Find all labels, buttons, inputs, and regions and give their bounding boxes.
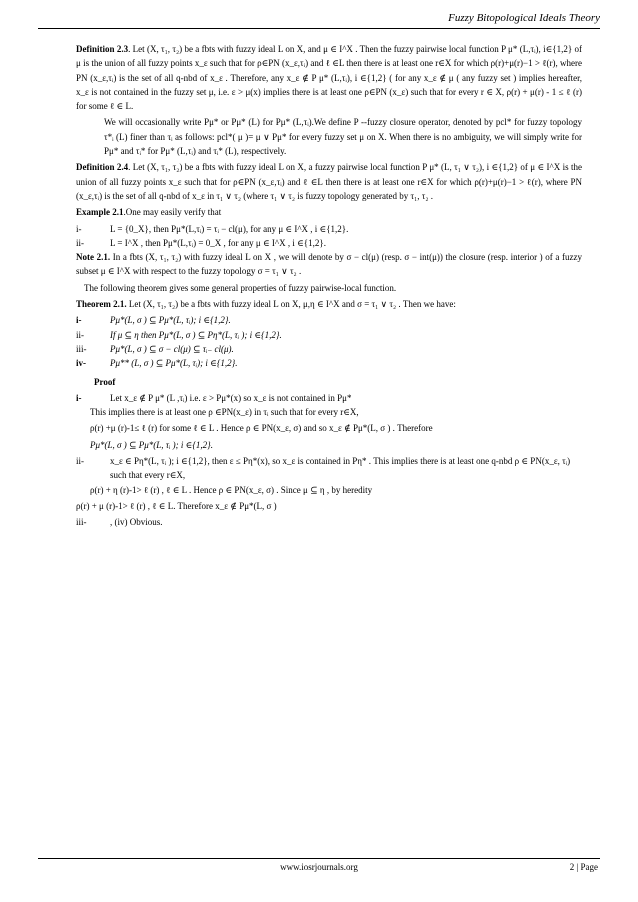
definition-number: 2.3 bbox=[116, 44, 129, 54]
proof-step-iii bbox=[76, 515, 582, 529]
theorem-item bbox=[76, 313, 582, 327]
proof-step-label: i- bbox=[76, 392, 82, 403]
proof-line: Pμ*(L, σ ) ⊆ Pμ*(L, τᵢ ); i ∈{1,2}. bbox=[90, 439, 214, 450]
example-2-1 bbox=[76, 205, 582, 219]
theorem-2-1 bbox=[76, 297, 582, 311]
proof-step-i bbox=[76, 391, 582, 405]
theorem-text: Let (X, τ₁, τ₂) be a fbts with fuzzy ideal L on X, μ,η ∈ I^X and σ = τ₁ ∨ τ₂ . Then we have: bbox=[126, 299, 456, 310]
theorem-item-text: Pμ*(L, σ ) ⊆ σ − cl(μ) ⊆ τᵢ₋ cl(μ). bbox=[110, 343, 234, 354]
proof-label: Proof bbox=[94, 376, 116, 387]
definition-label: Definition bbox=[76, 162, 115, 173]
theorem-number: 2.1. bbox=[113, 299, 127, 310]
theorem-item-label: ii- bbox=[76, 329, 84, 340]
definition-2-3 bbox=[76, 42, 582, 113]
example-item-label: ii- bbox=[76, 237, 84, 248]
theorem-item bbox=[76, 342, 582, 356]
definition-number: 2.4 bbox=[116, 162, 129, 173]
definition-2-3-continuation: We will occasionally write Pμ* or Pμ* (L) for Pμ* (L,τᵢ).We define P --fuzzy closure operator, denoted by pcl* for fuzzy topology τ*ᵢ (L) finer than τᵢ as follows: pcl*( μ )= μ ∨ Pμ* for every fuzzy set μ on X. When there is no ambiguity, we will simply write for Pμ* and τᵢ* for Pμ* (L,τᵢ) and τᵢ* (L), respectively. bbox=[104, 117, 582, 157]
note-text: In a fbts (X, τ₁, τ₂) with fuzzy ideal L on X , we will denote by σ − cl(μ) (resp. σ − int(μ)) the closure (resp. interior ) of a fuzzy subset μ ∈ I^X with respect to the fuzzy topology σ = τ₁ ∨ τ₂ . bbox=[76, 252, 582, 277]
definition-label: Definition bbox=[76, 44, 115, 54]
theorem-intro-paragraph: The following theorem gives some general properties of fuzzy pairwise-local function. bbox=[84, 282, 397, 293]
footer-page-number: 2 | Page bbox=[569, 862, 598, 872]
theorem-item-text: Pμ*(L, σ ) ⊆ Pμ*(L, τᵢ); i ∈{1,2}. bbox=[110, 315, 231, 326]
definition-2-4 bbox=[76, 160, 582, 203]
proof-step-text: , (iv) Obvious. bbox=[110, 517, 163, 528]
theorem-item-text: If μ ⊆ η then Pμ*(L, σ ) ⊆ Pη*(L, τᵢ ); i ∈{1,2}. bbox=[110, 329, 282, 340]
example-item bbox=[76, 236, 582, 250]
theorem-item-label: i- bbox=[76, 315, 82, 326]
definition-text: . Let (X, τ₁, τ₂) be a fbts with fuzzy ideal L on X, a fuzzy pairwise local function P μ* (L, τ₁ ∨ τ₂), i ∈{1,2} of μ ∈ I^X is the union of all fuzzy points x_ε such that for ρ∈PN (x_ε,τᵢ) and ℓ ∈L then there is at least one r∈X for which ρ(r)+μ(r)−1 > ℓ(r), where PN (x_ε,τᵢ) is the set of all q-nbd of x_ε in τ₁ ∨ τ₂ (where τ₁ ∨ τ₂ is fuzzy topology generated by τ₁, τ₂ . bbox=[76, 162, 582, 201]
page-body bbox=[76, 42, 582, 530]
definition-text: . Let (X, τ₁, τ₂) be a fbts with fuzzy ideal L on X, and μ ∈ I^X . Then the fuzzy pairwise local function P μ* (L,τᵢ), i∈{1,2} of μ is the union of all fuzzy points x_ε such that for ρ∈PN (x_ε,τᵢ) and ℓ ∈L then there is at least one r∈X for which ρ(r)+μ(r)−1 > ℓ(r), where PN (x_ε,τᵢ) is the set of all q-nbd of x_ε . Therefore, any x_ε ∉ P μ* (L,τᵢ), i ∈{1,2} ( for any x_ε ∉ μ ( any fuzzy set ) implies hereafter, x_ε is not contained in the fuzzy set μ, i.e. ε > μ(x) implies there is at least one ρ∈PN (x_ε) such that for every r ∈ X, ρ(r) + μ(r) - 1 ≤ ℓ (r) for some ℓ ∈ L. bbox=[76, 44, 582, 112]
header-rule bbox=[38, 28, 600, 29]
example-intro: .One may easily verify that bbox=[123, 207, 222, 218]
proof-line: ρ(r) + η (r)-1> ℓ (r) , ℓ ∈ L . Hence ρ ∈ PN(x_ε, σ) . Since μ ⊆ η , by heredity bbox=[90, 484, 373, 495]
theorem-item-label: iv- bbox=[76, 358, 86, 369]
proof-step-label: ii- bbox=[76, 456, 84, 467]
footer-url: www.iosrjournals.org bbox=[280, 862, 358, 872]
note-2-1 bbox=[76, 250, 582, 279]
example-item-text: L = I^X , then Pμ*(L,τᵢ) = 0_X , for any μ ∈ I^X , i ∈{1,2}. bbox=[110, 237, 326, 248]
example-item-text: L = {0_X}, then Pμ*(L,τᵢ) = τᵢ − cl(μ), for any μ ∈ I^X , i ∈{1,2}. bbox=[110, 223, 349, 234]
theorem-item bbox=[76, 328, 582, 342]
proof-step-text: Let x_ε ∉ P μ* (L ,τᵢ) i.e. ε > Pμ*(x) so x_ε is not contained in Pμ* bbox=[110, 392, 352, 403]
theorem-item bbox=[76, 356, 582, 370]
example-item-label: i- bbox=[76, 223, 82, 234]
theorem-label: Theorem bbox=[76, 299, 111, 310]
proof-line: ρ(r) +μ (r)-1≤ ℓ (r) for some ℓ ∈ L . Hence ρ ∈ PN(x_ε, σ) and so x_ε ∉ Pμ*(L, σ ) . Therefore bbox=[90, 423, 433, 434]
theorem-item-text: Pμ** (L, σ ) ⊆ Pμ*(L, τᵢ); i ∈{1,2}. bbox=[110, 358, 238, 369]
theorem-item-label: iii- bbox=[76, 343, 87, 354]
proof-step-label: iii- bbox=[76, 517, 87, 528]
proof-step-text: x_ε ∈ Pη*(L, τᵢ ); i ∈{1,2}, then ε ≤ Pη*(x), so x_ε is contained in Pη* . This implies there is at least one q-nbd ρ ∈ PN(x_ε, τᵢ) such that every r∈X, bbox=[110, 456, 571, 481]
note-label: Note 2.1. bbox=[76, 252, 111, 263]
example-item bbox=[76, 222, 582, 236]
proof-line: ρ(r) + μ (r)-1> ℓ (r) , ℓ ∈ L. Therefore x_ε ∉ Pμ*(L, σ ) bbox=[76, 500, 277, 511]
proof-line: This implies there is at least one ρ ∈PN(x_ε) in τᵢ such that for every r∈X, bbox=[90, 407, 359, 418]
example-label: Example 2.1 bbox=[76, 207, 124, 218]
footer-rule bbox=[38, 858, 600, 859]
running-header: Fuzzy Bitopological Ideals Theory bbox=[448, 12, 600, 24]
proof-step-ii bbox=[76, 454, 582, 483]
